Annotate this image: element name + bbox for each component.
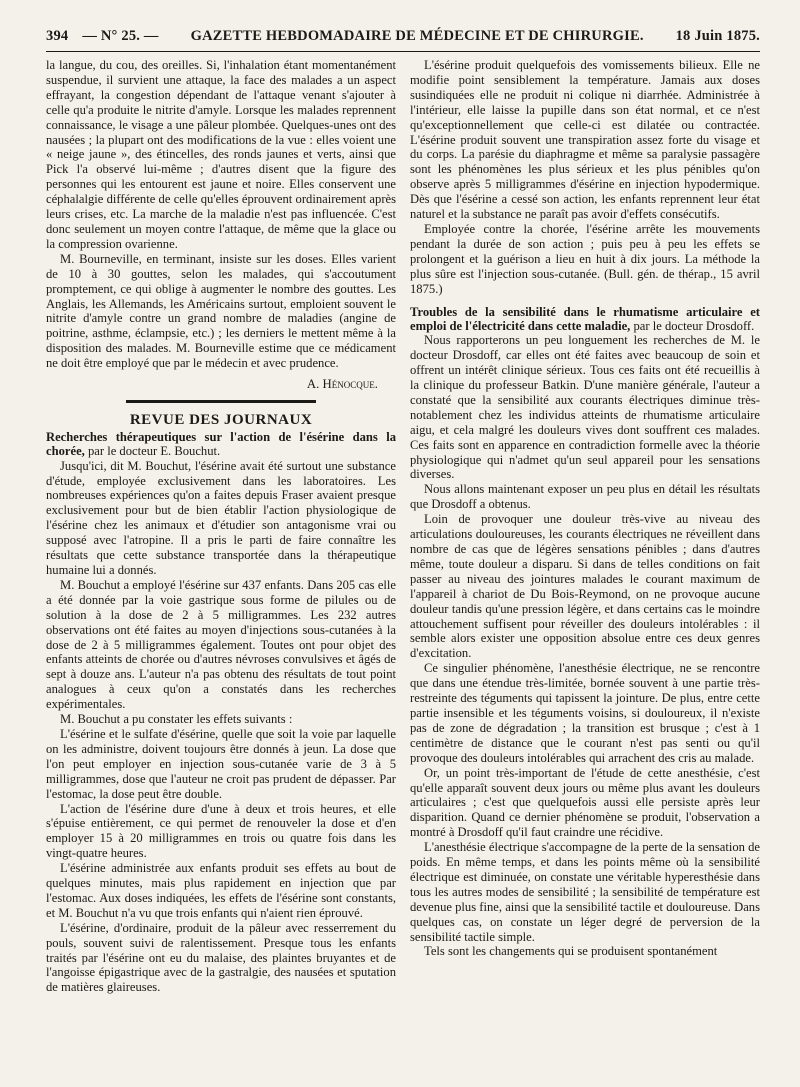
issue-date: 18 Juin 1875.	[675, 28, 760, 44]
paragraph: Nous allons maintenant exposer un peu plus en détail les résultats que Drosdoff a obtenus.	[410, 482, 760, 512]
article-heading	[410, 305, 760, 334]
article-author: par le docteur Drosdoff.	[633, 318, 755, 333]
issue-number: — N° 25. —	[82, 28, 159, 44]
paragraph: M. Bourneville, en terminant, insiste sur les doses. Elles varient de 10 à 30 gouttes, selon les malades, qui s'accoutument promptement, ce qui oblige à augmenter le nombre des gouttes. Les Anglais, les Allemands, les Américains surtout, emploient souvent le nitrite d'amyle contre un grand nombre de maladies (angine de poitrine, asthme, éclampsie, etc.) ; les derniers le mettent même à la disposition des malades. M. Bourneville estime que ce médicament ne doit être employé que par le médecin et avec prudence.	[46, 251, 396, 371]
article-author: par le docteur E. Bouchut.	[87, 444, 221, 459]
paragraph: la langue, du cou, des oreilles. Si, l'inhalation étant momentanément suspendue, il survient une attaque, la face des malades a un aspect effrayant, la congestion dépendant de l'attaque venant s'ajouter à celle qu'a produite le nitrite d'amyle. Lorsque les malades reprennent connaissance, le visage a une pâleur plombée. Quelques-unes ont des nausées ; la plupart ont des modifications de la vue : elles voient une « neige jaune », des étincelles, des ronds jaunes et verts, ainsi que Pick l'a observé lui-même ; d'autres disent que la figure des personnes qui les entourent est jaune et noire. Elles conservent une céphalalgie différente de celle qu'elles éprouvent ordinairement après leurs crises, etc. La marche de la maladie n'est pas influencée. C'est donc seulement un moyen contre l'attaque, de même que la glace ou la compression ovarienne.	[46, 58, 396, 251]
text-columns	[46, 58, 760, 995]
page-number: 394	[46, 28, 69, 44]
running-header	[46, 28, 760, 52]
paragraph: L'anesthésie électrique s'accompagne de la perte de la sensation de poids. En même temps, et dans les points même où la sensibilité électrique est diminuée, on constate une véritable hyperesthésie dans tous les autres modes de sensibilité ; la sensibilité de température est devenue plus fine, ainsi que la sensibilité tactile et douloureuse. Dans quelques cas, on constate un léger degré de perversion de la sensibilité tactile simple.	[410, 840, 760, 944]
article-title: Recherches thérapeutiques sur l'action de l'ésérine dans la chorée,	[46, 429, 396, 459]
paragraph: Loin de provoquer une douleur très-vive au niveau des articulations douloureuses, les courants électriques ne réveillent dans nombre de cas que de légères sensations pénibles ; dans d'autres même, toute douleur a disparu. Si dans de telles conditions on fait passer au niveau des jointures malades le courant maximum de l'appareil à chariot de Du Bois-Reymond, on ne provoque aucune douleur tandis qu'une pression légère, et dans certains cas le moindre attouchement suffisent pour réveiller des douleurs intolérables : il semble alors exister une opposition absolue entre ces deux genres d'excitation.	[410, 512, 760, 661]
paragraph: L'ésérine, d'ordinaire, produit de la pâleur avec resserrement du pouls, souvent suivi de ralentissement. Presque tous les enfants traités par l'ésérine ont eu du malaise, des plaintes bruyantes et de l'angoisse épigastrique avec de la gastralgie, des nausées et sputation de matières glaireuses.	[46, 920, 396, 995]
left-column	[46, 58, 396, 995]
right-column	[410, 58, 760, 995]
journal-title: GAZETTE HEBDOMADAIRE DE MÉDECINE ET DE CHIRURGIE.	[190, 28, 644, 44]
paragraph: Jusqu'ici, dit M. Bouchut, l'ésérine avait été surtout une substance d'étude, employée exclusivement dans les laboratoires. Les nombreuses expériences qu'on a faites depuis Fraser avaient presque exclusivement pour but de bien établir l'action physiologique de l'ésérine chez les animaux et d'étudier son antagonisme vrai ou supposé avec l'atropine. Il a pris le parti de faire connaître les résultats que cette substance transportée dans la thérapeutique humaine lui a donnés.	[46, 458, 396, 577]
paragraph: Or, un point très-important de l'étude de cette anesthésie, c'est qu'elle apparaît souvent deux jours ou même plus avant les douleurs articulaires ; c'est que quelquefois aussi elle persiste après leur disparition. Quand ce dernier phénomène se produit, l'observation a montré à Drosdoff qu'il faut craindre une récidive.	[410, 765, 760, 840]
paragraph: Ce singulier phénomène, l'anesthésie électrique, ne se rencontre que dans une étendue très-limitée, bornée souvent à une partie très-restreinte des téguments qui tapissent la jointure. De plus, entre cette partie insensible et les téguments voisins, si douloureux, il n'existe pas de zone de dégradation ; la transition est brusque ; c'est à 1 centimètre de distance que le courant n'est pas senti ou qu'il provoque des douleurs intolérables qui arrachent des cris au malade.	[410, 661, 760, 765]
paragraph: M. Bouchut a pu constater les effets suivants :	[60, 712, 293, 727]
paragraph: M. Bouchut a employé l'ésérine sur 437 enfants. Dans 205 cas elle a été donnée par la voie gastrique sous forme de pilules ou de solution à la dose de 2 à 5 milligrammes. Les 232 autres observations ont été faites au moyen d'injections sous-cutanées à la dose de 2 à 5 milligrammes également. Toutes ont pour objet des enfants atteints de chorée ou d'autres névroses convulsives et âgés de sept à douze ans. L'auteur n'a pas obtenu des résultats de tout point analogues à ceux qu'on a constatés dans les recherches expérimentales.	[46, 577, 396, 712]
paragraph: Nous rapporterons un peu longuement les recherches de M. le docteur Drosdoff, car elles ont été faites avec beaucoup de soin et offrent un intérêt clinique sérieux. Tous ces faits ont été recueillis à la clinique du professeur Batkin. D'une manière générale, l'auteur a constaté que la sensibilité aux courants électriques diminue très-notablement chez les individus atteints de rhumatisme articulaire aigu, et cela malgré les douleurs vives dont souffrent ces malades. Ces faits sont en apparence en contradiction formelle avec la théorie physiologique qui n'admet qu'un seul appareil pour les sensations diverses.	[410, 333, 760, 482]
author-signature: A. Hénocque.	[306, 377, 378, 392]
paragraph: L'action de l'ésérine dure d'une à deux et trois heures, et elle s'épuise entièrement, ce qui permet de renouveler la dose et d'en employer 15 à 20 milligrammes en trois ou quatre fois dans les vingt-quatre heures.	[46, 801, 396, 861]
section-title: REVUE DES JOURNAUX	[129, 411, 313, 428]
paragraph: L'ésérine et le sulfate d'ésérine, quelle que soit la voie par laquelle on les administre, doivent toujours être donnés à jeun. La dose que l'on peut employer en injection sous-cutanée varie de 3 à 5 milligrammes, dose que l'auteur ne croit pas prudent de dépasser. Par l'estomac, la dose peut être double.	[46, 726, 396, 801]
paragraph: L'ésérine administrée aux enfants produit ses effets au bout de quelques minutes, mais plus rapidement en injection que par l'estomac. Aux doses indiquées, les effets de l'ésérine sont constants, et M. Bouchut n'a vu que trois enfants qui n'aient rien éprouvé.	[46, 861, 396, 920]
paragraph: L'ésérine produit quelquefois des vomissements bilieux. Elle ne modifie point sensiblement la température. Jamais aux doses susindiquées elle ne produit ni colique ni diarrhée. Administrée à l'intérieur, elle laisse la pupille dans son état normal, et ce n'est qu'exceptionnellement que celle-ci est dilatée ou contractée. L'ésérine produit souvent une transpiration assez forte du visage et du corps. La parésie du diaphragme et même sa paralysie passagère sont les phénomènes les plus sérieux et les plus pénibles qu'on observe après 5 milligrammes d'ésérine en injection hypodermique. Dès que l'ésérine a cessé son action, les enfants reprennent leur état naturel et la substance ne paraît pas avoir d'effets consécutifs.	[410, 58, 760, 222]
section-divider	[126, 400, 316, 403]
article-heading	[46, 430, 396, 459]
article-title: Troubles de la sensibilité dans le rhumatisme articulaire et emploi de l'électricité dans cette maladie,	[410, 304, 760, 333]
paragraph: Employée contre la chorée, l'ésérine arrête les mouvements pendant la durée de son action ; puis peu à peu les effets se prolongent et la guérison a lieu en huit à dix jours. La méthode la plus sûre est l'injection sous-cutanée. (Bull. gén. de thérap., 15 avril 1875.)	[410, 221, 760, 296]
paragraph: Tels sont les changements qui se produisent spontanément	[424, 944, 718, 959]
